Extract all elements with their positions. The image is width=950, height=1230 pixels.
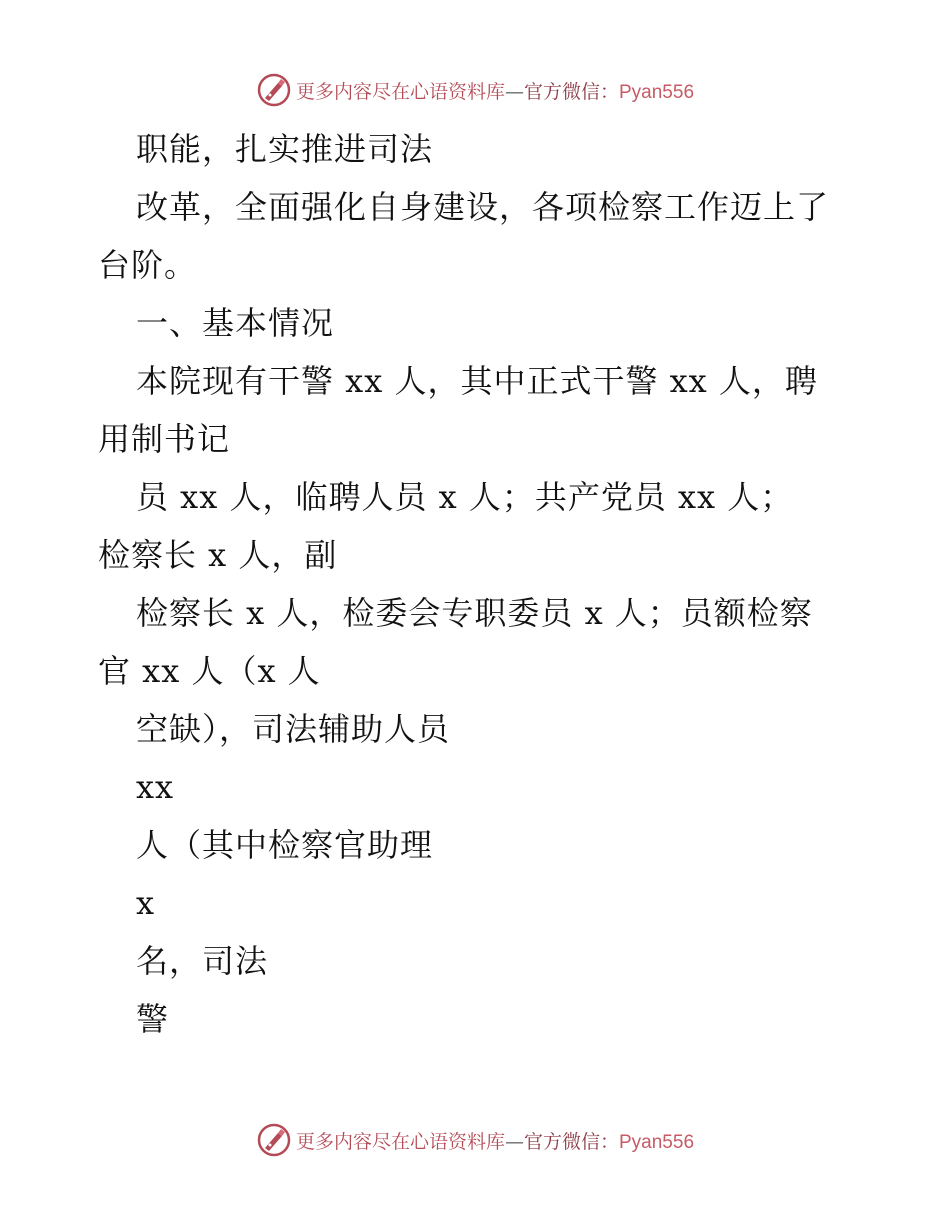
body-line: 名，司法 [136,942,269,980]
body-line: 员 xx 人，临聘人员 x 人；共产党员 xx 人； [136,478,794,516]
body-line: 检察长 x 人，检委会专职委员 x 人；员额检察 [136,594,813,632]
pen-logo-icon [256,72,292,108]
body-line: 检察长 x 人，副 [98,536,338,574]
footer-wechat-id: Pyan556 [619,1131,695,1153]
section-heading: 一、基本情况 [136,304,335,342]
footer-separator: — [504,1130,524,1153]
header-separator: — [504,80,524,103]
body-line: 官 xx 人（x 人 [98,652,321,690]
body-line: 改革，全面强化自身建设，各项检察工作迈上了 [136,188,830,226]
header-text [296,77,694,104]
header-brand: 更多内容尽在心语资料库 [295,80,505,103]
footer-banner [0,1120,950,1160]
header-wechat-id: Pyan556 [619,81,695,103]
body-line: 人（其中检察官助理 [136,826,434,864]
body-line: xx [136,768,175,806]
footer-brand: 更多内容尽在心语资料库 [295,1130,505,1153]
body-line: 用制书记 [98,420,231,458]
header-banner [0,70,950,110]
footer-text [296,1127,694,1154]
pen-logo-icon [256,1122,292,1158]
body-line: 警 [136,1000,170,1038]
header-wechat-label: 官方微信： [523,80,619,103]
body-line: x [136,884,156,922]
body-line: 本院现有干警 xx 人，其中正式干警 xx 人，聘 [136,362,818,400]
body-line: 台阶。 [98,246,198,284]
footer-wechat-label: 官方微信： [523,1130,619,1153]
body-line: 职能，扎实推进司法 [136,130,434,168]
body-line: 空缺），司法辅助人员 [136,710,451,748]
